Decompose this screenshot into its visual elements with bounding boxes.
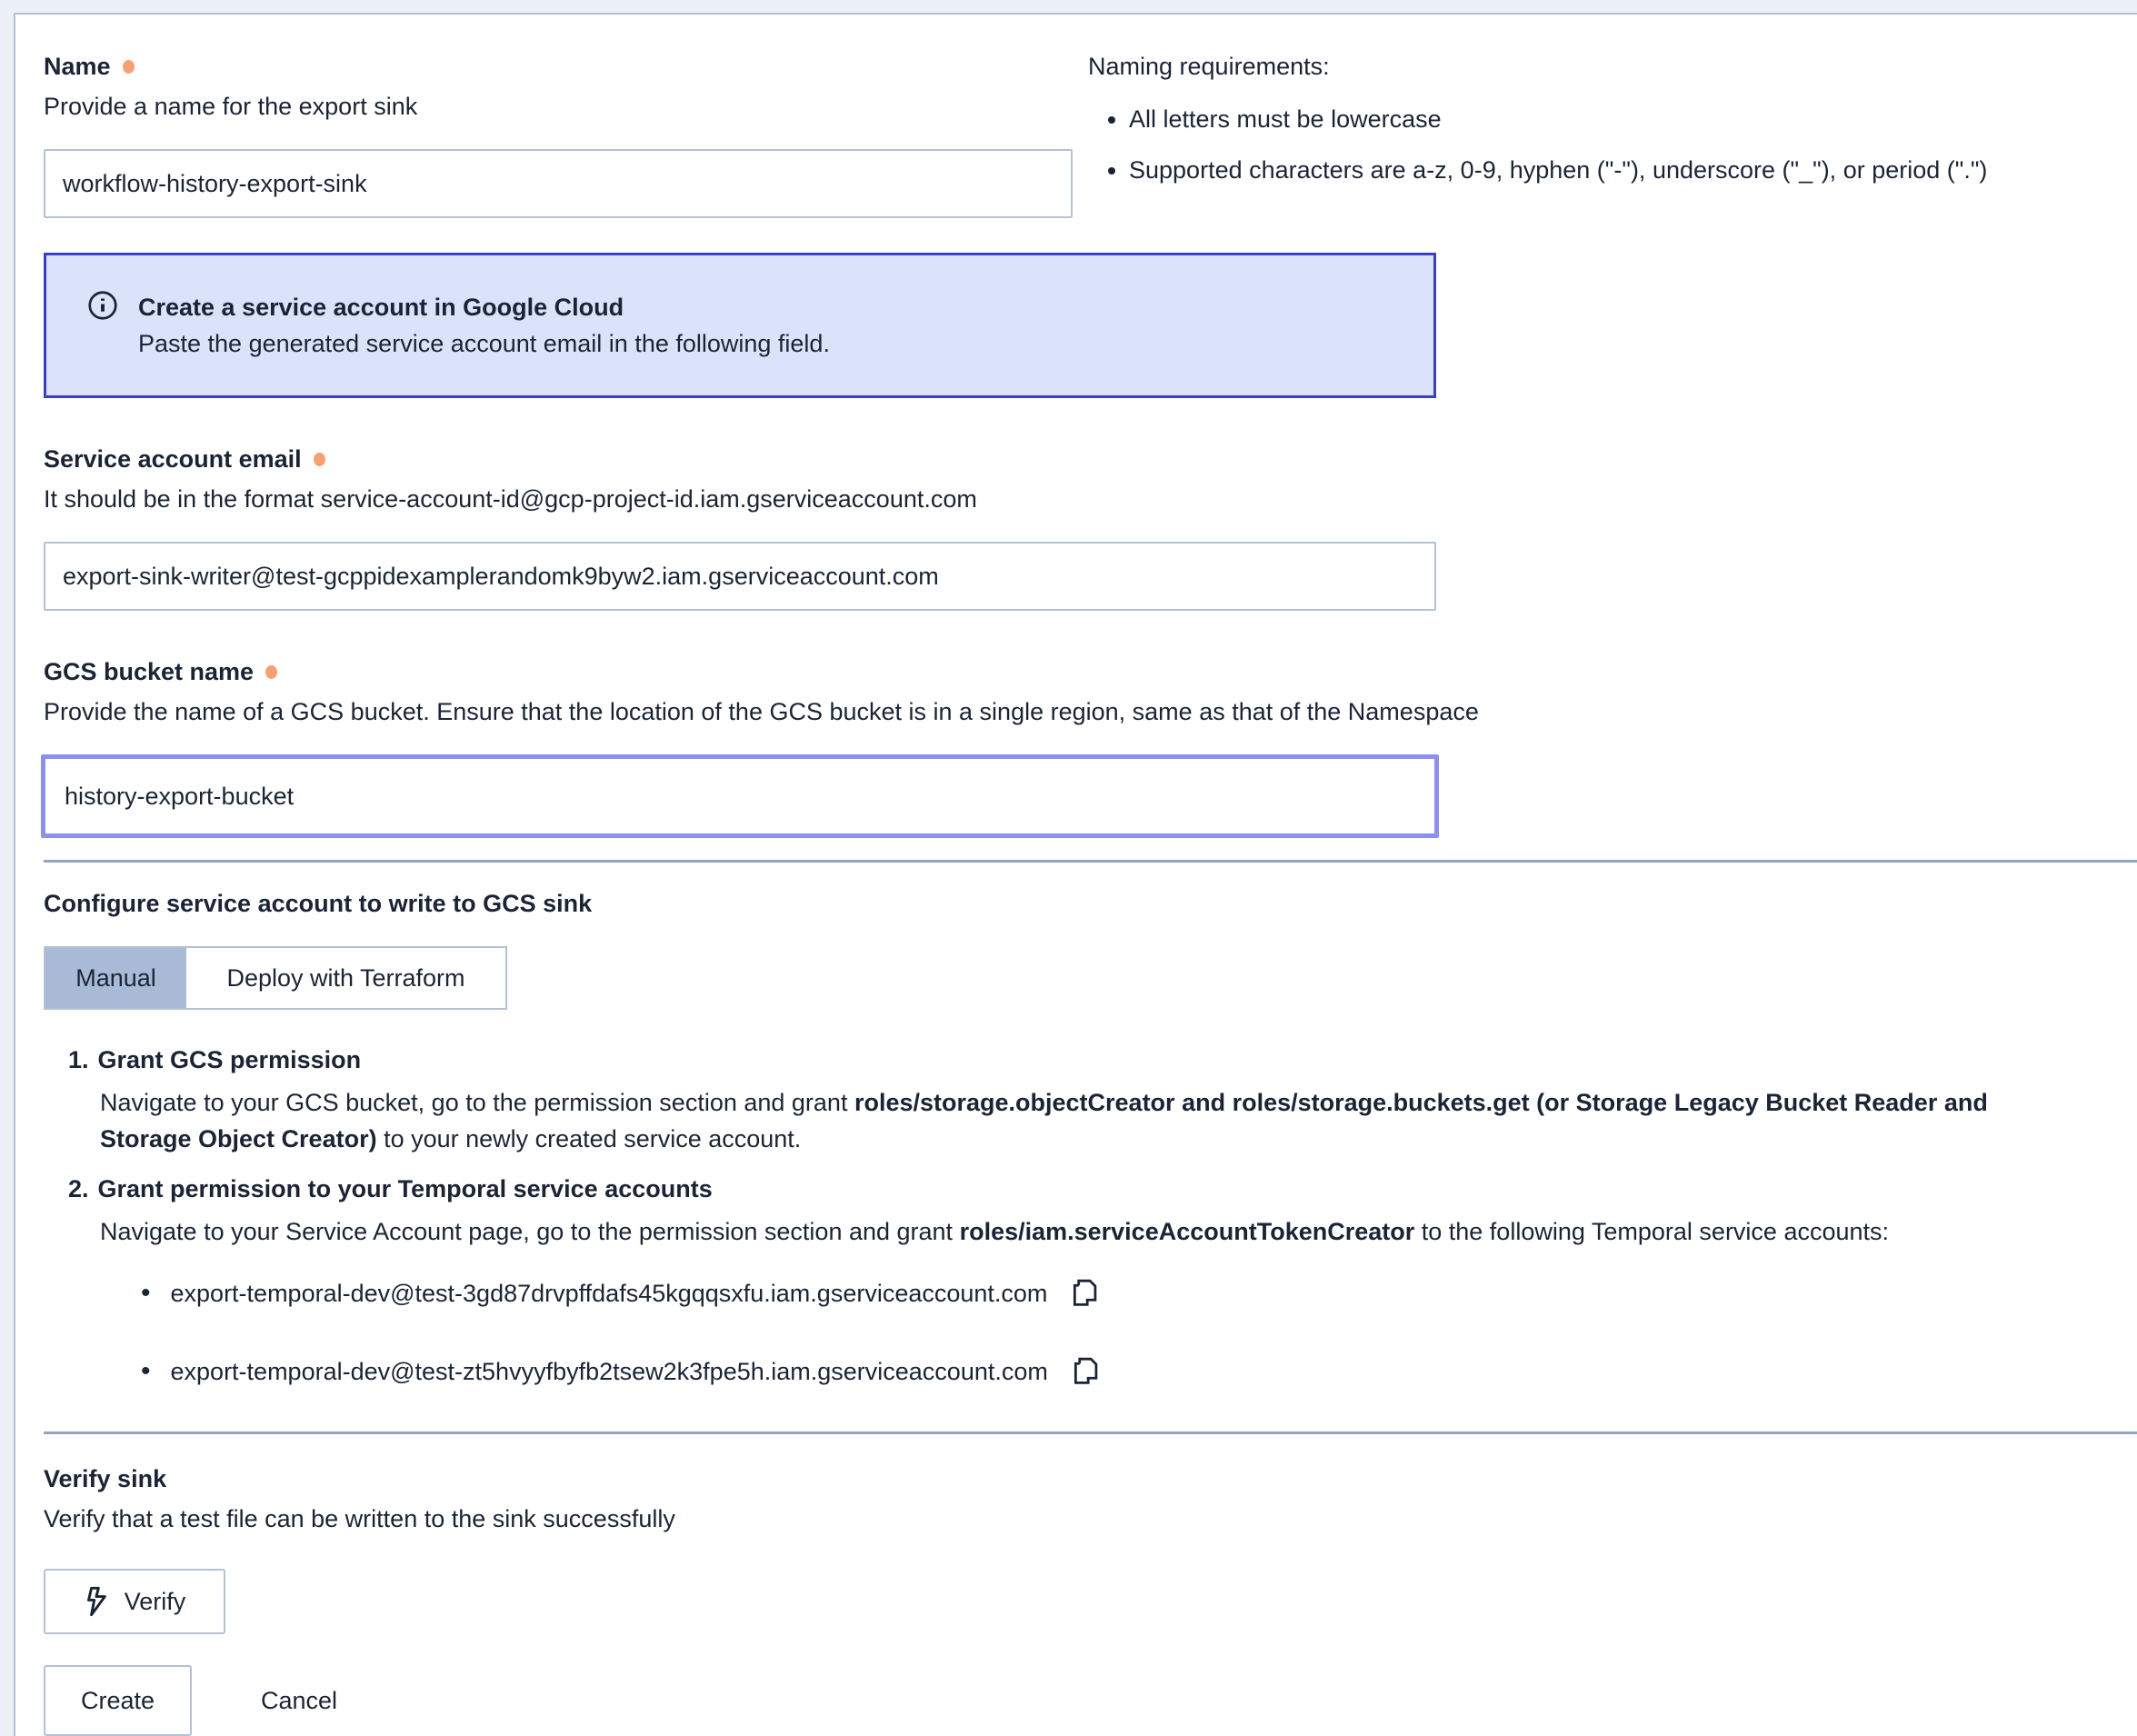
configure-steps [44,1043,2084,1250]
export-sink-form-panel [14,13,2137,1736]
step-number: 2. [68,1175,89,1202]
cancel-button[interactable]: Cancel [255,1665,343,1736]
step-body [100,1084,2084,1157]
verify-sink-title: Verify sink [44,1465,167,1492]
bucket-label-row [44,654,2084,689]
required-dot-icon [265,665,277,679]
required-dot-icon [123,60,135,74]
service-account-label: Service account email [44,444,302,473]
step-text-bold: roles/iam.serviceAccountTokenCreator [959,1218,1415,1245]
name-label-row [44,49,1073,84]
naming-requirements-list [1088,102,2084,187]
section-divider [44,1432,2137,1434]
name-field-group [44,49,1073,218]
verify-sink-description: Verify that a test file can be written to the sink successfully [44,1505,675,1532]
step-text: Navigate to your Service Account page, go to the permission section and grant [100,1218,960,1245]
step-text: to your newly created service account. [376,1125,802,1152]
list-item [141,1352,2084,1392]
service-account-description: It should be in the format service-account-id@gcp-project-id.iam.gserviceaccount.com [44,485,977,513]
step-title-row [68,1043,2084,1077]
service-account-email-input[interactable] [44,542,1436,611]
temporal-service-account-list [44,1273,2084,1392]
copy-icon[interactable] [1071,1277,1100,1310]
info-banner-text [138,289,830,362]
configure-tab-group [44,946,507,1010]
name-row [44,49,2084,218]
info-banner [44,253,1436,398]
info-banner-title: Create a service account in Google Cloud [138,294,624,321]
step-title-row [68,1172,2084,1206]
name-input[interactable] [44,149,1073,218]
naming-requirement-item: • All letters must be lowercase [1129,102,2084,136]
copy-icon[interactable] [1072,1355,1101,1388]
create-button[interactable]: Create [44,1665,192,1736]
service-account-label-row [44,442,2084,476]
form-actions [44,1665,2084,1736]
tab-deploy-with-terraform[interactable]: Deploy with Terraform [186,948,505,1008]
step-title: Grant GCS permission [97,1046,362,1073]
bucket-label: GCS bucket name [44,657,255,685]
step-text: Navigate to your GCS bucket, go to the permission section and grant [100,1089,854,1116]
tab-manual[interactable]: Manual [45,948,186,1008]
lightning-icon [84,1586,109,1617]
verify-button-label: Verify [124,1587,186,1615]
required-dot-icon [314,453,325,466]
section-divider [44,860,2137,863]
step-title: Grant permission to your Temporal service accounts [97,1175,713,1202]
name-description: Provide a name for the export sink [44,93,418,120]
naming-requirements-title: Naming requirements: [1088,53,1330,80]
temporal-service-account-email: • export-temporal-dev@test-zt5hvyyfbyfb2tsew2k3fpe5h.iam.gserviceaccount.com [170,1357,1048,1385]
temporal-service-account-email: • export-temporal-dev@test-3gd87drvpffdafs45kgqqsxfu.iam.gserviceaccount.com [170,1279,1048,1307]
configure-section-title: Configure service account to write to GCS sink [44,890,593,917]
step-grant-temporal-permission [44,1172,2084,1250]
bucket-field-group [44,654,2084,838]
step-text: to the following Temporal service accounts: [1414,1218,1890,1245]
info-banner-description: Paste the generated service account email in the following field. [138,330,830,357]
naming-requirements [1088,49,2084,187]
name-label: Name [44,52,111,80]
list-item [141,1273,2084,1313]
step-grant-gcs-permission [44,1043,2084,1157]
verify-button[interactable] [44,1569,225,1634]
gcs-bucket-name-input[interactable] [41,754,1439,838]
bucket-description: Provide the name of a GCS bucket. Ensure that the location of the GCS bucket is in a single region, same as that of the Namespace [44,698,1479,725]
step-number: 1. [68,1046,89,1073]
info-icon [86,289,119,322]
naming-requirement-item: • Supported characters are a-z, 0-9, hyphen ("-"), underscore ("_"), or period (".") [1129,153,2084,187]
step-text-bold: roles/storage.objectCreator and roles/storage.buckets.get (or Storage Legacy Bucket Reader and Storage Object Creator) [100,1089,1988,1152]
step-body [100,1213,2084,1250]
service-account-field-group [44,442,2084,611]
